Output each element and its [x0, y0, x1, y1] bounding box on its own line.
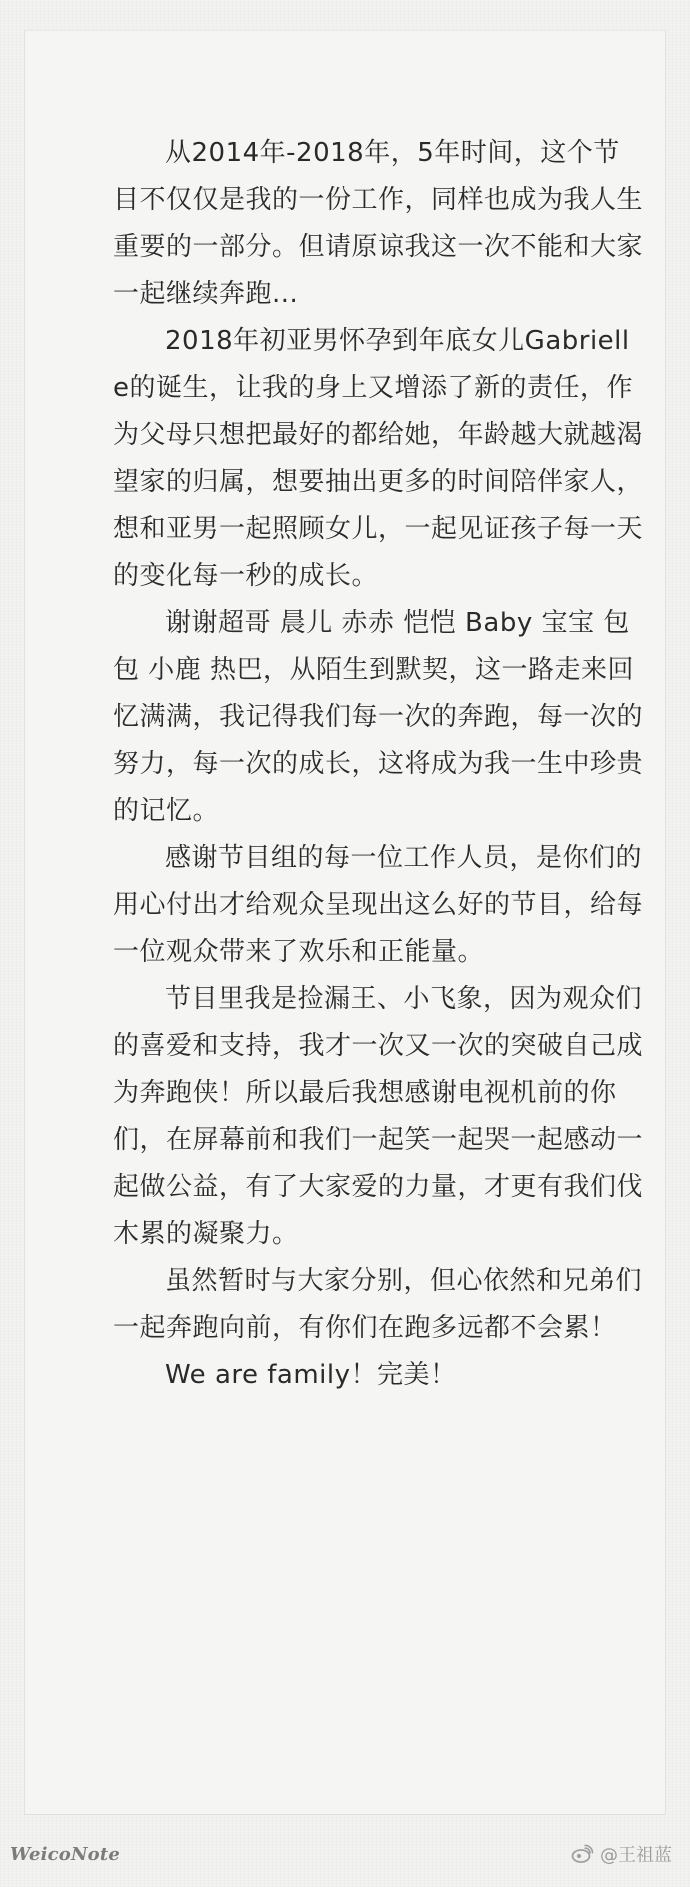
note-paragraph-6: 虽然暂时与大家分别，但心依然和兄弟们一起奔跑向前，有你们在跑多远都不会累！ [113, 1266, 643, 1343]
account-watermark [570, 1841, 672, 1867]
app-watermark [10, 1844, 120, 1865]
note-paragraph-4: 感谢节目组的每一位工作人员，是你们的用心付出才给观众呈现出这么好的节目，给每一位观众带来了欢乐和正能量。 [113, 843, 644, 967]
note-paragraph-1: 从2014年-2018年，5年时间，这个节目不仅仅是我的一份工作，同样也成为我人生重要的一部分。但请原谅我这一次不能和大家一起继续奔跑... [113, 138, 644, 309]
note-sheet [24, 30, 666, 1815]
weibo-icon [570, 1844, 594, 1864]
note-paragraph-2: 2018年初亚男怀孕到年底女儿Gabrielle的诞生，让我的身上又增添了新的责任，作为父母只想把最好的都给她，年龄越大就越渴望家的归属，想要抽出更多的时间陪伴家人，想和亚男一起照顾女儿，一起见证孩子每一天的变化每一秒的成长。 [113, 326, 644, 591]
app-brand-label: WeicoNote [10, 1844, 121, 1865]
note-paragraph-3: 谢谢超哥 晨儿 赤赤 恺恺 Baby 宝宝 包包 小鹿 热巴，从陌生到默契，这一路走来回忆满满，我记得我们每一次的奔跑，每一次的努力，每一次的成长，这将成为我一生中珍贵的记忆。 [113, 608, 644, 826]
note-paragraph-5: 节目里我是捡漏王、小飞象，因为观众们的喜爱和支持，我才一次又一次的突破自己成为奔跑侠！所以最后我想感谢电视机前的你们，在屏幕前和我们一起笑一起哭一起感动一起做公益，有了大家爱的力量，才更有我们伐木累的凝聚力。 [113, 984, 644, 1249]
account-label: @王祖蓝 [600, 1845, 672, 1866]
note-text-block [113, 130, 643, 1399]
note-paragraph-7: We are family！完美！ [165, 1360, 457, 1390]
